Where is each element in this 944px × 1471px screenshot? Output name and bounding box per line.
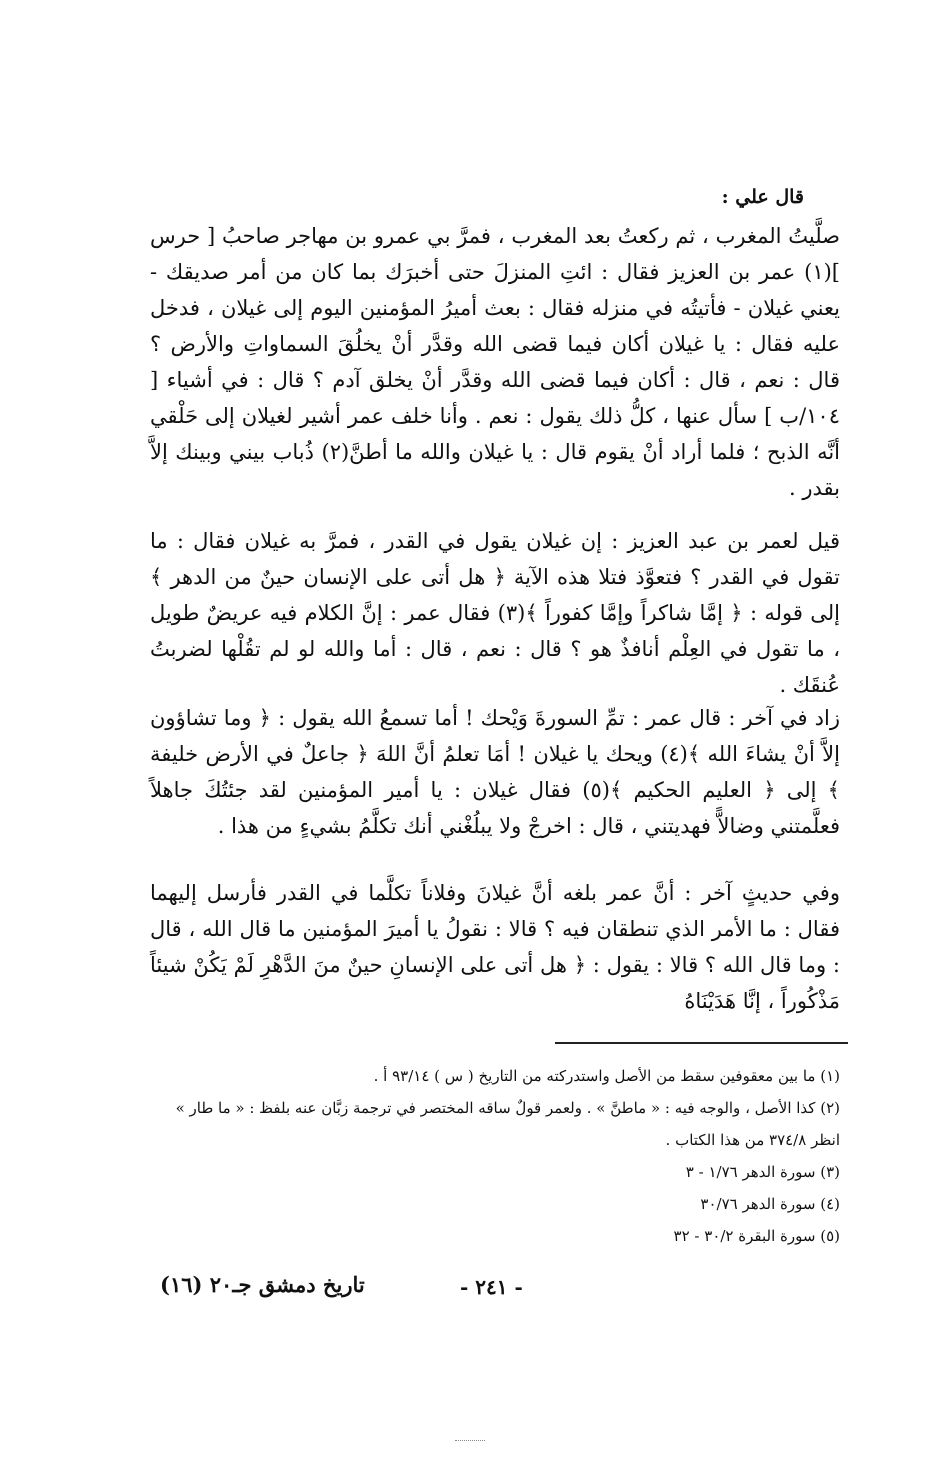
paragraph-text: وفي حديثٍ آخر : أنَّ عمر بلغه أنَّ غيلانَ وفلاناً تكلَّما في القدر فأرسل إليهما فقال : ما الأمر الذي تنطقان فيه ؟ قالا : نقولُ يا أميرَ المؤمنين ما قال الله ، قال : وما قال الله ؟ قالا : يقول : ﴿ هل أتى على الإنسانِ حينٌ منَ الدَّهْرِ لَمْ يَكُنْ شيئاً مَذْكُوراً ، إنَّا هَدَيْنَاهُ xyxy=(150,881,840,1013)
footnote-1: (١) ما بين معقوفين سقط من الأصل واستدركته من التاريخ ( س ) ٩٣/١٤ أ . xyxy=(373,1067,840,1085)
footnote-2-continued: انظر ٣٧٤/٨ من هذا الكتاب . xyxy=(665,1131,840,1149)
paragraph-text: قيل لعمر بن عبد العزيز : إن غيلان يقول في القدر ، فمرَّ به غيلان فقال : ما تقول في القدر ؟ فتعوَّذ فتلا هذه الآية ﴿ هل أتى على الإنسان حينٌ من الدهر ﴾ إلى قوله : ﴿ إمَّا شاكراً وإمَّا كفوراً ﴾(٣) فقال عمر : إنَّ الكلام فيه عريضٌ طويل ، ما تقول في العِلْم أنافذٌ هو ؟ قال : نعم ، قال : أما والله لو لم تقُلْها لضربتُ عُنقَك . xyxy=(150,529,840,697)
section-heading: قال علي : xyxy=(721,186,804,208)
footnote-5: (٥) سورة البقرة ٣٠/٢ - ٣٢ xyxy=(673,1227,840,1245)
footnote-4: (٤) سورة الدهر ٣٠/٧٦ xyxy=(700,1195,840,1213)
scan-artifact-divider xyxy=(455,1440,485,1441)
paragraph-4 xyxy=(150,875,840,1019)
paragraph-2 xyxy=(150,523,840,703)
page-number: - ٢٤١ - xyxy=(460,1275,523,1299)
footnote-divider xyxy=(555,1042,848,1044)
paragraph-3 xyxy=(150,700,840,844)
paragraph-text: زاد في آخر : قال عمر : تمِّ السورةَ وَيْحك ! أما تسمعُ الله يقول : ﴿ وما تشاؤون إلاَّ أنْ يشاءَ الله ﴾(٤) ويحك يا غيلان ! أمَا تعلمُ أنَّ اللهَ ﴿ جاعلٌ في الأرض خليفة ﴾ إلى ﴿ العليم الحكيم ﴾(٥) فقال غيلان : يا أمير المؤمنين لقد جئتُكَ جاهلاً فعلَّمتني وضالاًّ فهديتني ، قال : اخرجْ ولا يبلُغْني أنك تكلَّمُ بشيءٍ من هذا . xyxy=(150,706,840,838)
footer-source-title: تاريخ دمشق جـ٢٠ (١٦) xyxy=(160,1272,365,1297)
footnote-2: (٢) كذا الأصل ، والوجه فيه : « ماطنَّ » . ولعمر قولٌ ساقه المختصر في ترجمة زبَّان عنه بلفظ : « ما طار » xyxy=(175,1099,840,1117)
footnote-3: (٣) سورة الدهر ١/٧٦ - ٣ xyxy=(685,1163,840,1181)
footnotes xyxy=(150,1060,840,1252)
paragraph-1 xyxy=(150,218,840,506)
paragraph-text: صلَّيتُ المغرب ، ثم ركعتُ بعد المغرب ، فمرَّ بي عمرو بن مهاجر صاحبُ [ حرس ](١) عمر بن العزيز فقال : ائتِ المنزلَ حتى أخبرَك بما كان من أمر صديقك - يعني غيلان - فأتيتُه في منزله فقال : بعث أميرُ المؤمنين اليوم إلى غيلان ، فدخل عليه فقال : يا غيلان أكان فيما قضى الله وقدَّر أنْ يخلُقَ السماواتِ والأرض ؟ قال : نعم ، قال : أكان فيما قضى الله وقدَّر أنْ يخلق آدم ؟ قال : في أشياء [ ١٠٤/ب ] سأل عنها ، كلُّ ذلك يقول : نعم . وأنا خلف عمر أشير لغيلان إلى حَلْقي أنَّه الذبح ؛ فلما أراد أنْ يقوم قال : يا غيلان والله ما أطنَّ(٢) ذُباب بيني وبينك إلاَّ بقدر . xyxy=(150,224,841,500)
